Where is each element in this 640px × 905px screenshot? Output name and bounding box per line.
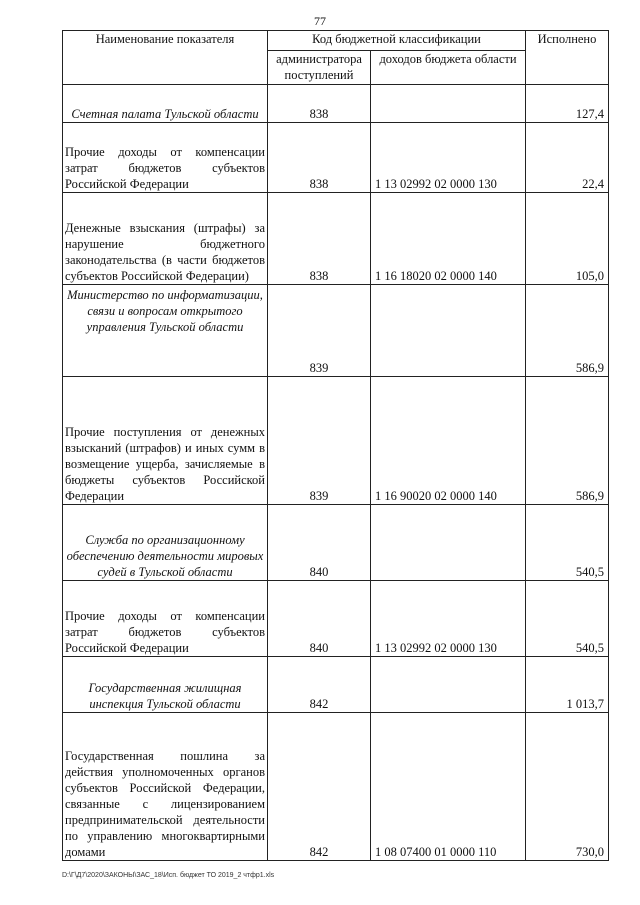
header-name: Наименование показателя	[63, 31, 268, 85]
row-name: Денежные взыскания (штрафы) за нарушение бюджетного законодательства (в части бюджетов субъектов Российской Федерации)	[63, 193, 268, 285]
row-code: 1 13 02992 02 0000 130	[371, 123, 526, 193]
row-value: 730,0	[526, 713, 609, 861]
header-executed: Исполнено	[526, 31, 609, 85]
row-name: Министерство по информатизации, связи и вопросам открытого управления Тульской области	[63, 285, 268, 377]
row-name: Государственная жилищная инспекция Тульской области	[63, 657, 268, 713]
row-code	[371, 285, 526, 377]
table-row	[63, 285, 609, 377]
row-code: 1 16 90020 02 0000 140	[371, 377, 526, 505]
row-code	[371, 657, 526, 713]
table-row	[63, 657, 609, 713]
budget-table	[62, 30, 609, 861]
table-row	[63, 505, 609, 581]
row-value: 127,4	[526, 85, 609, 123]
row-code	[371, 85, 526, 123]
row-value: 540,5	[526, 581, 609, 657]
row-admin: 839	[268, 377, 371, 505]
row-admin: 840	[268, 581, 371, 657]
page-number: 77	[314, 14, 326, 28]
table-row	[63, 193, 609, 285]
row-name: Прочие поступления от денежных взысканий (штрафов) и иных сумм в возмещение ущерба, зачисляемые в бюджеты субъектов Российской Федерации	[63, 377, 268, 505]
row-admin: 838	[268, 123, 371, 193]
table-row	[63, 581, 609, 657]
table-row	[63, 377, 609, 505]
row-code: 1 13 02992 02 0000 130	[371, 581, 526, 657]
row-admin: 842	[268, 657, 371, 713]
row-code	[371, 505, 526, 581]
table-row	[63, 123, 609, 193]
row-value: 105,0	[526, 193, 609, 285]
row-admin: 838	[268, 85, 371, 123]
table-row	[63, 85, 609, 123]
row-value: 1 013,7	[526, 657, 609, 713]
table-row	[63, 713, 609, 861]
row-admin: 838	[268, 193, 371, 285]
row-admin: 842	[268, 713, 371, 861]
file-path-footer: D:\Г\Д7\2020\ЗАКОНЫ\ЗАС_18\Исп. бюджет ТО 2019_2 чтфр1.xls	[62, 872, 275, 879]
row-name: Прочие доходы от компенсации затрат бюджетов субъектов Российской Федерации	[63, 581, 268, 657]
row-value: 540,5	[526, 505, 609, 581]
row-value: 586,9	[526, 377, 609, 505]
row-name: Прочие доходы от компенсации затрат бюджетов субъектов Российской Федерации	[63, 123, 268, 193]
header-income: доходов бюджета области	[371, 51, 526, 85]
row-code: 1 16 18020 02 0000 140	[371, 193, 526, 285]
row-value: 586,9	[526, 285, 609, 377]
row-code: 1 08 07400 01 0000 110	[371, 713, 526, 861]
header-admin: администратора поступлений	[268, 51, 371, 85]
row-value: 22,4	[526, 123, 609, 193]
row-admin: 840	[268, 505, 371, 581]
header-code-group: Код бюджетной классификации	[268, 31, 526, 51]
row-name: Служба по организационному обеспечению деятельности мировых судей в Тульской области	[63, 505, 268, 581]
row-name: Счетная палата Тульской области	[63, 85, 268, 123]
row-admin: 839	[268, 285, 371, 377]
row-name: Государственная пошлина за действия уполномоченных органов субъектов Российской Федерации, связанные с лицензированием предпринимательской деятельности по управлению многоквартирными домами	[63, 713, 268, 861]
